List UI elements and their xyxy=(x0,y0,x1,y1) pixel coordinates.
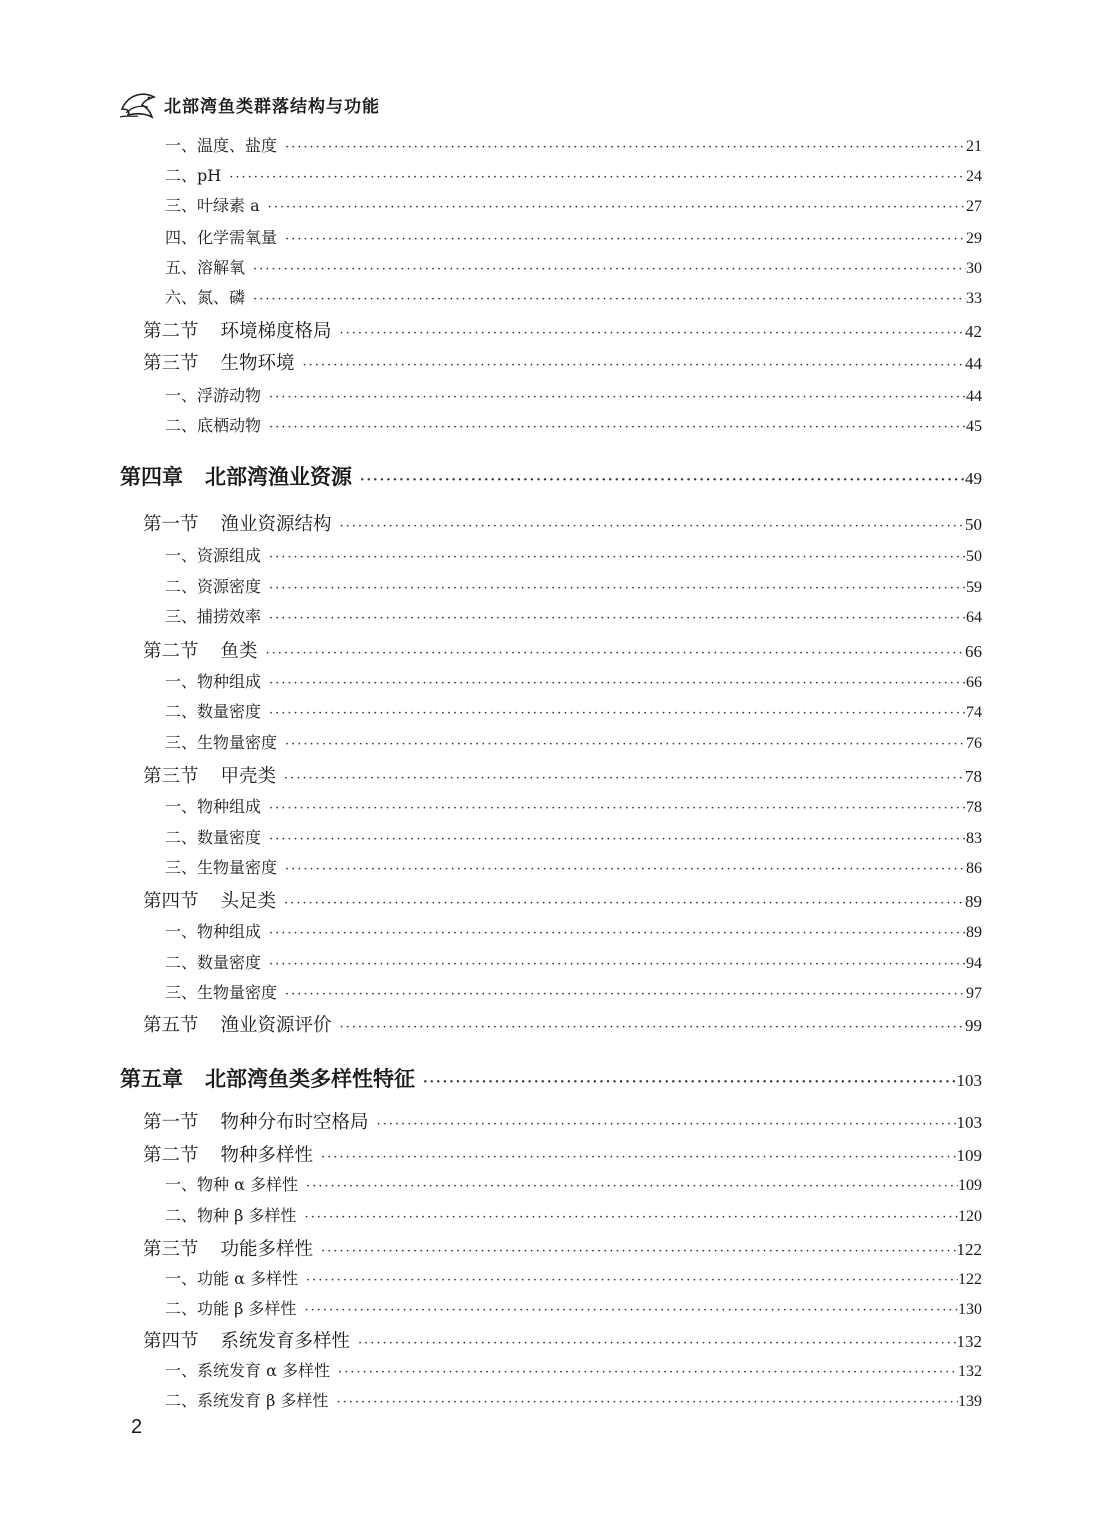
toc-page-number: 76 xyxy=(966,735,982,752)
toc-entry-label xyxy=(120,1063,415,1093)
toc-entry-label xyxy=(143,1108,369,1134)
toc-entry-title: 一、物种组成 xyxy=(165,672,262,691)
toc-entry-title: 三、捕捞效率 xyxy=(165,607,262,626)
dot-leader xyxy=(296,1210,958,1225)
toc-page-number: 139 xyxy=(958,1393,982,1410)
toc-entry-item xyxy=(165,1358,982,1381)
toc-entry-item xyxy=(165,574,982,597)
toc-entry-title: 物种分布时空格局 xyxy=(220,1112,369,1133)
dot-leader xyxy=(261,581,966,596)
toc-entry-title: 甲壳类 xyxy=(220,766,277,787)
dot-leader xyxy=(260,200,966,215)
toc-entry-label xyxy=(143,762,276,788)
toc-entry-title: 三、生物量密度 xyxy=(165,733,278,752)
toc-entry-label xyxy=(165,980,277,1003)
toc-page-number: 109 xyxy=(958,1177,982,1194)
toc-entry-label xyxy=(165,919,261,942)
toc-entry-title: 一、功能 α 多样性 xyxy=(165,1269,298,1288)
section-number: 第二节 xyxy=(143,321,199,342)
toc-entry-label xyxy=(165,193,260,216)
section-number: 第二节 xyxy=(143,641,199,662)
toc-page-number: 74 xyxy=(966,704,982,721)
toc-entry-label xyxy=(165,1172,298,1195)
toc-entry-item xyxy=(165,1266,982,1289)
dot-leader xyxy=(245,292,966,307)
toc-entry-title: 功能多样性 xyxy=(220,1239,314,1260)
toc-entry-section xyxy=(143,1141,982,1167)
toc-entry-title: 鱼类 xyxy=(220,641,258,662)
toc-entry-title: 北部湾渔业资源 xyxy=(205,465,352,489)
dot-leader xyxy=(352,473,965,488)
toc-entry-label xyxy=(165,1388,328,1411)
section-number: 第一节 xyxy=(143,1112,199,1133)
dot-leader xyxy=(277,140,966,155)
toc-entry-title: 一、浮游动物 xyxy=(165,386,262,405)
toc-page-number: 45 xyxy=(966,418,982,435)
dot-leader xyxy=(330,1365,958,1380)
toc-page-number: 42 xyxy=(965,322,982,341)
dot-leader xyxy=(261,676,966,691)
toc-entry-title: 一、系统发育 α 多样性 xyxy=(165,1361,330,1380)
toc-entry-item xyxy=(165,1203,982,1226)
toc-entry-section xyxy=(143,349,982,375)
toc-entry-chapter xyxy=(120,461,982,491)
toc-entry-item xyxy=(165,285,982,308)
toc-page-number: 44 xyxy=(966,388,982,405)
toc-entry-item xyxy=(165,699,982,722)
dot-leader xyxy=(261,611,966,626)
toc-page-number: 89 xyxy=(965,892,982,911)
toc-entry-label xyxy=(165,133,277,156)
toc-page-number: 103 xyxy=(956,1071,982,1090)
dot-leader xyxy=(296,1303,958,1318)
toc-entry-section xyxy=(143,637,982,663)
toc-entry-title: 二、数量密度 xyxy=(165,953,262,972)
toc-page-number: 97 xyxy=(966,985,982,1002)
toc-entry-label xyxy=(165,255,245,278)
toc-entry-label xyxy=(143,1235,313,1261)
toc-entry-label xyxy=(165,794,261,817)
toc-entry-label xyxy=(143,1141,313,1167)
toc-entry-item xyxy=(165,193,982,216)
toc-page-number: 29 xyxy=(966,230,982,247)
chapter-number: 第四章 xyxy=(120,465,183,489)
toc-entry-section xyxy=(143,1011,982,1037)
toc-page-number: 59 xyxy=(966,579,982,596)
chapter-number: 第五章 xyxy=(120,1067,183,1091)
toc-entry-title: 环境梯度格局 xyxy=(220,321,332,342)
section-number: 第一节 xyxy=(143,514,199,535)
toc-entry-label xyxy=(143,510,332,536)
fish-logo-icon xyxy=(118,87,158,121)
section-number: 第三节 xyxy=(143,353,199,374)
toc-entry-title: 五、溶解氧 xyxy=(165,258,246,277)
page-header xyxy=(118,84,380,124)
toc-entry-label xyxy=(165,383,261,406)
dot-leader xyxy=(277,987,966,1002)
toc-entry-item xyxy=(165,1296,982,1319)
dot-leader xyxy=(245,262,966,277)
dot-leader xyxy=(261,832,966,847)
toc-entry-title: 一、资源组成 xyxy=(165,546,262,565)
toc-page-number: 27 xyxy=(966,198,982,215)
toc-entry-label xyxy=(165,1203,296,1226)
dot-leader xyxy=(221,170,966,185)
toc-entry-section xyxy=(143,762,982,788)
toc-page-number: 33 xyxy=(966,290,982,307)
dot-leader xyxy=(313,1244,956,1259)
toc-entry-section xyxy=(143,510,982,536)
toc-entry-title: 一、温度、盐度 xyxy=(165,136,278,155)
toc-entry-title: 三、叶绿素 a xyxy=(165,196,260,215)
toc-page-number: 66 xyxy=(966,674,982,691)
toc-entry-title: 一、物种组成 xyxy=(165,797,262,816)
toc-entry-item xyxy=(165,1388,982,1411)
toc-entry-label xyxy=(165,950,261,973)
toc-entry-title: 二、数量密度 xyxy=(165,828,262,847)
toc-entry-label xyxy=(165,669,261,692)
toc-page-number: 21 xyxy=(966,138,982,155)
toc-page-number: 122 xyxy=(958,1271,982,1288)
toc-page-number: 50 xyxy=(965,515,982,534)
dot-leader xyxy=(261,390,966,405)
toc-entry-item xyxy=(165,950,982,973)
toc-entry-title: 北部湾鱼类多样性特征 xyxy=(205,1067,415,1091)
toc-page-number: 89 xyxy=(966,924,982,941)
toc-page-number: 120 xyxy=(958,1208,982,1225)
toc-entry-label xyxy=(165,285,245,308)
toc-entry-item xyxy=(165,919,982,942)
toc-page-number: 78 xyxy=(965,767,982,786)
toc-page-number: 78 xyxy=(966,799,982,816)
toc-entry-label xyxy=(165,1266,298,1289)
dot-leader xyxy=(276,771,965,786)
toc-entry-label xyxy=(165,543,261,566)
dot-leader xyxy=(261,957,966,972)
toc-page-number: 122 xyxy=(956,1240,982,1259)
toc-entry-label xyxy=(143,1011,332,1037)
dot-leader xyxy=(276,896,965,911)
toc-page-number: 130 xyxy=(958,1301,982,1318)
toc-entry-section xyxy=(143,1327,982,1353)
toc-entry-item xyxy=(165,730,982,753)
toc-entry-item xyxy=(165,1172,982,1195)
toc-entry-section xyxy=(143,317,982,343)
toc-entry-title: 一、物种组成 xyxy=(165,922,262,941)
toc-entry-item xyxy=(165,604,982,627)
toc-entry-label xyxy=(165,1358,330,1381)
dot-leader xyxy=(261,801,966,816)
toc-page-number: 44 xyxy=(965,354,982,373)
toc-entry-label xyxy=(165,604,261,627)
toc-entry-label xyxy=(165,413,261,436)
toc-entry-title: 二、功能 β 多样性 xyxy=(165,1299,297,1318)
toc-entry-section xyxy=(143,1108,982,1134)
dot-leader xyxy=(350,1336,956,1351)
dot-leader xyxy=(261,550,966,565)
toc-entry-label xyxy=(143,349,295,375)
dot-leader xyxy=(328,1395,958,1410)
dot-leader xyxy=(277,737,966,752)
toc-entry-title: 二、数量密度 xyxy=(165,702,262,721)
dot-leader xyxy=(258,646,965,661)
toc-page-number: 83 xyxy=(966,830,982,847)
toc-entry-section xyxy=(143,887,982,913)
dot-leader xyxy=(295,358,965,373)
section-number: 第五节 xyxy=(143,1015,199,1036)
toc-entry-title: 二、底栖动物 xyxy=(165,416,262,435)
section-number: 第四节 xyxy=(143,1331,199,1352)
dot-leader xyxy=(313,1150,956,1165)
toc-entry-label xyxy=(143,637,258,663)
toc-entry-label xyxy=(143,1327,350,1353)
dot-leader xyxy=(261,420,966,435)
toc-page-number: 99 xyxy=(965,1016,982,1035)
toc-entry-item xyxy=(165,133,982,156)
toc-page-number: 30 xyxy=(966,260,982,277)
toc-entry-title: 生物环境 xyxy=(220,353,295,374)
toc-entry-title: 二、资源密度 xyxy=(165,577,262,596)
toc-entry-item xyxy=(165,255,982,278)
toc-entry-item xyxy=(165,669,982,692)
toc-entry-item xyxy=(165,163,982,186)
section-number: 第四节 xyxy=(143,891,199,912)
toc-entry-title: 二、物种 β 多样性 xyxy=(165,1206,297,1225)
toc-page-number: 109 xyxy=(956,1146,982,1165)
toc-entry-label xyxy=(165,225,277,248)
dot-leader xyxy=(369,1117,957,1132)
toc-entry-section xyxy=(143,1235,982,1261)
dot-leader xyxy=(415,1075,957,1090)
toc-entry-title: 二、pH xyxy=(165,166,222,185)
toc-entry-title: 头足类 xyxy=(220,891,277,912)
toc-page-number: 24 xyxy=(966,168,982,185)
dot-leader xyxy=(261,926,966,941)
toc-entry-item xyxy=(165,794,982,817)
toc-entry-item xyxy=(165,855,982,878)
toc-entry-label xyxy=(143,317,332,343)
toc-page-number: 66 xyxy=(965,642,982,661)
toc-entry-title: 物种多样性 xyxy=(220,1145,314,1166)
toc-page-number: 103 xyxy=(956,1113,982,1132)
toc-entry-title: 渔业资源结构 xyxy=(220,514,332,535)
running-title: 北部湾鱼类群落结构与功能 xyxy=(164,96,380,117)
toc-entry-label xyxy=(165,730,277,753)
toc-entry-label xyxy=(165,574,261,597)
toc-entry-label xyxy=(165,699,261,722)
dot-leader xyxy=(332,519,965,534)
toc-entry-title: 二、系统发育 β 多样性 xyxy=(165,1391,329,1410)
toc-entry-item xyxy=(165,543,982,566)
toc-entry-title: 三、生物量密度 xyxy=(165,983,278,1002)
toc-entry-title: 四、化学需氧量 xyxy=(165,228,278,247)
toc-page-number: 132 xyxy=(958,1363,982,1380)
section-number: 第三节 xyxy=(143,1239,199,1260)
dot-leader xyxy=(298,1179,958,1194)
toc-entry-title: 渔业资源评价 xyxy=(220,1015,332,1036)
toc-entry-item xyxy=(165,225,982,248)
toc-entry-label xyxy=(165,825,261,848)
toc-entry-title: 六、氮、磷 xyxy=(165,288,246,307)
toc-entry-title: 三、生物量密度 xyxy=(165,858,278,877)
dot-leader xyxy=(332,326,965,341)
toc-entry-chapter xyxy=(120,1063,982,1093)
toc-entry-label xyxy=(143,887,276,913)
toc-entry-title: 系统发育多样性 xyxy=(220,1331,351,1352)
toc-entry-label xyxy=(165,855,277,878)
toc-page-number: 49 xyxy=(965,469,982,488)
toc-entry-title: 一、物种 α 多样性 xyxy=(165,1175,298,1194)
toc-entry-item xyxy=(165,980,982,1003)
toc-entry-label xyxy=(120,461,352,491)
dot-leader xyxy=(277,862,966,877)
toc-page-number: 64 xyxy=(966,609,982,626)
section-number: 第二节 xyxy=(143,1145,199,1166)
dot-leader xyxy=(277,232,966,247)
dot-leader xyxy=(261,706,966,721)
dot-leader xyxy=(332,1020,965,1035)
toc-entry-item xyxy=(165,383,982,406)
toc-entry-label xyxy=(165,163,221,186)
toc-entry-item xyxy=(165,825,982,848)
page-number: 2 xyxy=(131,1416,143,1438)
toc-entry-label xyxy=(165,1296,296,1319)
toc-entry-item xyxy=(165,413,982,436)
toc-page-number: 50 xyxy=(966,548,982,565)
toc-page-number: 94 xyxy=(966,955,982,972)
dot-leader xyxy=(298,1273,958,1288)
toc-page-number: 86 xyxy=(966,860,982,877)
section-number: 第三节 xyxy=(143,766,199,787)
toc-page-number: 132 xyxy=(956,1332,982,1351)
